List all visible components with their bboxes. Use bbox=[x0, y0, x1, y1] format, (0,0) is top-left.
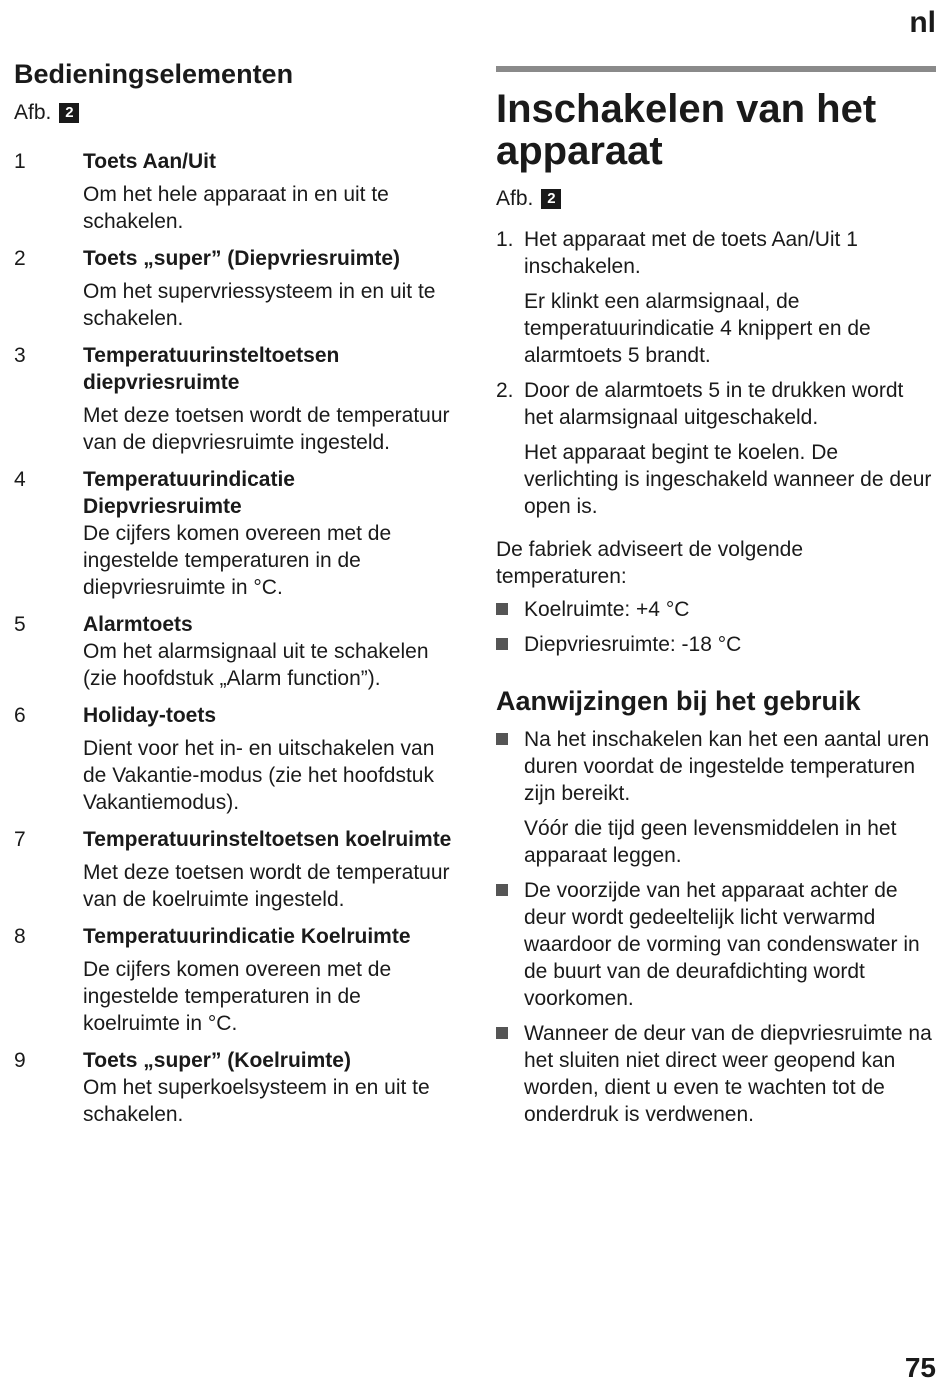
item-title: Temperatuurinsteltoetsen koelruimte bbox=[83, 828, 452, 851]
controls-list bbox=[14, 148, 454, 1128]
item-number: 1 bbox=[14, 150, 26, 173]
item-number: 4 bbox=[14, 468, 26, 491]
temperature-text: Diepvriesruimte: -18 °C bbox=[524, 633, 742, 656]
switch-on-section bbox=[496, 66, 936, 1136]
controls-section bbox=[14, 56, 454, 1138]
list-item bbox=[14, 245, 454, 332]
item-title: Holiday-toets bbox=[83, 704, 217, 727]
step-text: Door de alarmtoets 5 in te drukken wordt het alarmsignaal uitgeschakeld. bbox=[524, 379, 904, 429]
item-number: 7 bbox=[14, 828, 26, 851]
temperature-text: Koelruimte: +4 °C bbox=[524, 598, 690, 621]
bullet-square-icon bbox=[496, 884, 508, 896]
item-title: Toets Aan/Uit bbox=[83, 150, 217, 173]
bullet-square-icon bbox=[496, 603, 508, 615]
item-number: 9 bbox=[14, 1049, 26, 1072]
step-number: 1. bbox=[496, 228, 514, 251]
item-title: Alarmtoets bbox=[83, 613, 193, 636]
item-description: Om het alarmsignaal uit te schakelen (zie hoofdstuk „Alarm function”). bbox=[83, 640, 429, 690]
page-number: 75 bbox=[904, 1352, 936, 1383]
bullet-square-icon bbox=[496, 1027, 508, 1039]
list-item bbox=[14, 342, 454, 456]
bullet-square-icon bbox=[496, 638, 508, 650]
list-item bbox=[496, 596, 936, 623]
step-item bbox=[496, 377, 936, 520]
list-item bbox=[496, 1020, 936, 1128]
figure-label: Afb. bbox=[14, 101, 52, 124]
item-title: Toets „super” (Diepvriesruimte) bbox=[83, 247, 401, 270]
section-title-controls: Bedieningselementen bbox=[14, 59, 294, 89]
item-description: De cijfers komen overeen met de ingestelde temperaturen in de koelruimte in °C. bbox=[83, 958, 392, 1035]
advice-intro: De fabriek adviseert de volgende temperaturen: bbox=[496, 538, 804, 588]
figure-reference bbox=[496, 186, 936, 212]
language-tag: nl bbox=[909, 6, 936, 39]
list-item bbox=[14, 1047, 454, 1128]
figure-label: Afb. bbox=[496, 187, 534, 210]
item-description: Om het hele apparaat in en uit te schakelen. bbox=[83, 183, 389, 233]
list-item bbox=[14, 923, 454, 1037]
figure-reference bbox=[14, 100, 454, 126]
item-description: Met deze toetsen wordt de temperatuur van de koelruimte ingesteld. bbox=[83, 861, 450, 911]
list-item bbox=[14, 466, 454, 601]
tip-text: De voorzijde van het apparaat achter de deur wordt gedeeltelijk licht verwarmd waardoor de vorming van condenswater in de buurt van de deurafdichting wordt voorkomen. bbox=[524, 879, 920, 1010]
tip-text: Na het inschakelen kan het een aantal uren duren voordat de ingestelde temperaturen zijn bereikt. bbox=[524, 728, 930, 805]
step-number: 2. bbox=[496, 379, 514, 402]
item-number: 8 bbox=[14, 925, 26, 948]
section-title-usage-tips: Aanwijzingen bij het gebruik bbox=[496, 686, 861, 716]
list-item bbox=[14, 702, 454, 816]
item-number: 3 bbox=[14, 344, 26, 367]
item-number: 5 bbox=[14, 613, 26, 636]
tip-note: Vóór die tijd geen levensmiddelen in het apparaat leggen. bbox=[524, 817, 897, 867]
item-description: Dient voor het in- en uitschakelen van de Vakantie-modus (zie het hoofdstuk Vakantiemodus). bbox=[83, 737, 435, 814]
list-item bbox=[496, 877, 936, 1012]
list-item bbox=[14, 826, 454, 913]
step-item bbox=[496, 226, 936, 369]
item-description: Met deze toetsen wordt de temperatuur van de diepvriesruimte ingesteld. bbox=[83, 404, 450, 454]
item-number: 6 bbox=[14, 704, 26, 727]
item-title: Toets „super” (Koelruimte) bbox=[83, 1049, 351, 1072]
bullet-square-icon bbox=[496, 733, 508, 745]
list-item bbox=[14, 148, 454, 235]
section-title-switch-on: Inschakelen van het apparaat bbox=[496, 87, 877, 173]
list-item bbox=[496, 631, 936, 658]
temperature-list bbox=[496, 596, 936, 658]
item-number: 2 bbox=[14, 247, 26, 270]
section-divider bbox=[496, 66, 936, 72]
step-note: Er klinkt een alarmsignaal, de temperatuurindicatie 4 knippert en de alarmtoets 5 brandt. bbox=[524, 290, 871, 367]
tip-text: Wanneer de deur van de diepvriesruimte na het sluiten niet direct weer geopend kan worden, dient u even te wachten tot de onderdruk is verdwenen. bbox=[524, 1022, 932, 1126]
step-note: Het apparaat begint te koelen. De verlichting is ingeschakeld wanneer de deur open is. bbox=[524, 441, 932, 518]
list-item bbox=[14, 611, 454, 692]
tips-list bbox=[496, 726, 936, 1128]
list-item bbox=[496, 726, 936, 869]
item-title: Temperatuurindicatie Koelruimte bbox=[83, 925, 411, 948]
steps-list bbox=[496, 226, 936, 520]
figure-number-badge: 2 bbox=[59, 103, 79, 123]
item-description: De cijfers komen overeen met de ingestelde temperaturen in de diepvriesruimte in °C. bbox=[83, 522, 392, 599]
step-text: Het apparaat met de toets Aan/Uit 1 inschakelen. bbox=[524, 228, 858, 278]
figure-number-badge: 2 bbox=[541, 189, 561, 209]
item-title: Temperatuurinsteltoetsen diepvriesruimte bbox=[83, 344, 340, 394]
item-description: Om het supervriessysteem in en uit te schakelen. bbox=[83, 280, 436, 330]
item-title: Temperatuurindicatie Diepvriesruimte bbox=[83, 468, 295, 518]
item-description: Om het superkoelsysteem in en uit te schakelen. bbox=[83, 1076, 430, 1126]
